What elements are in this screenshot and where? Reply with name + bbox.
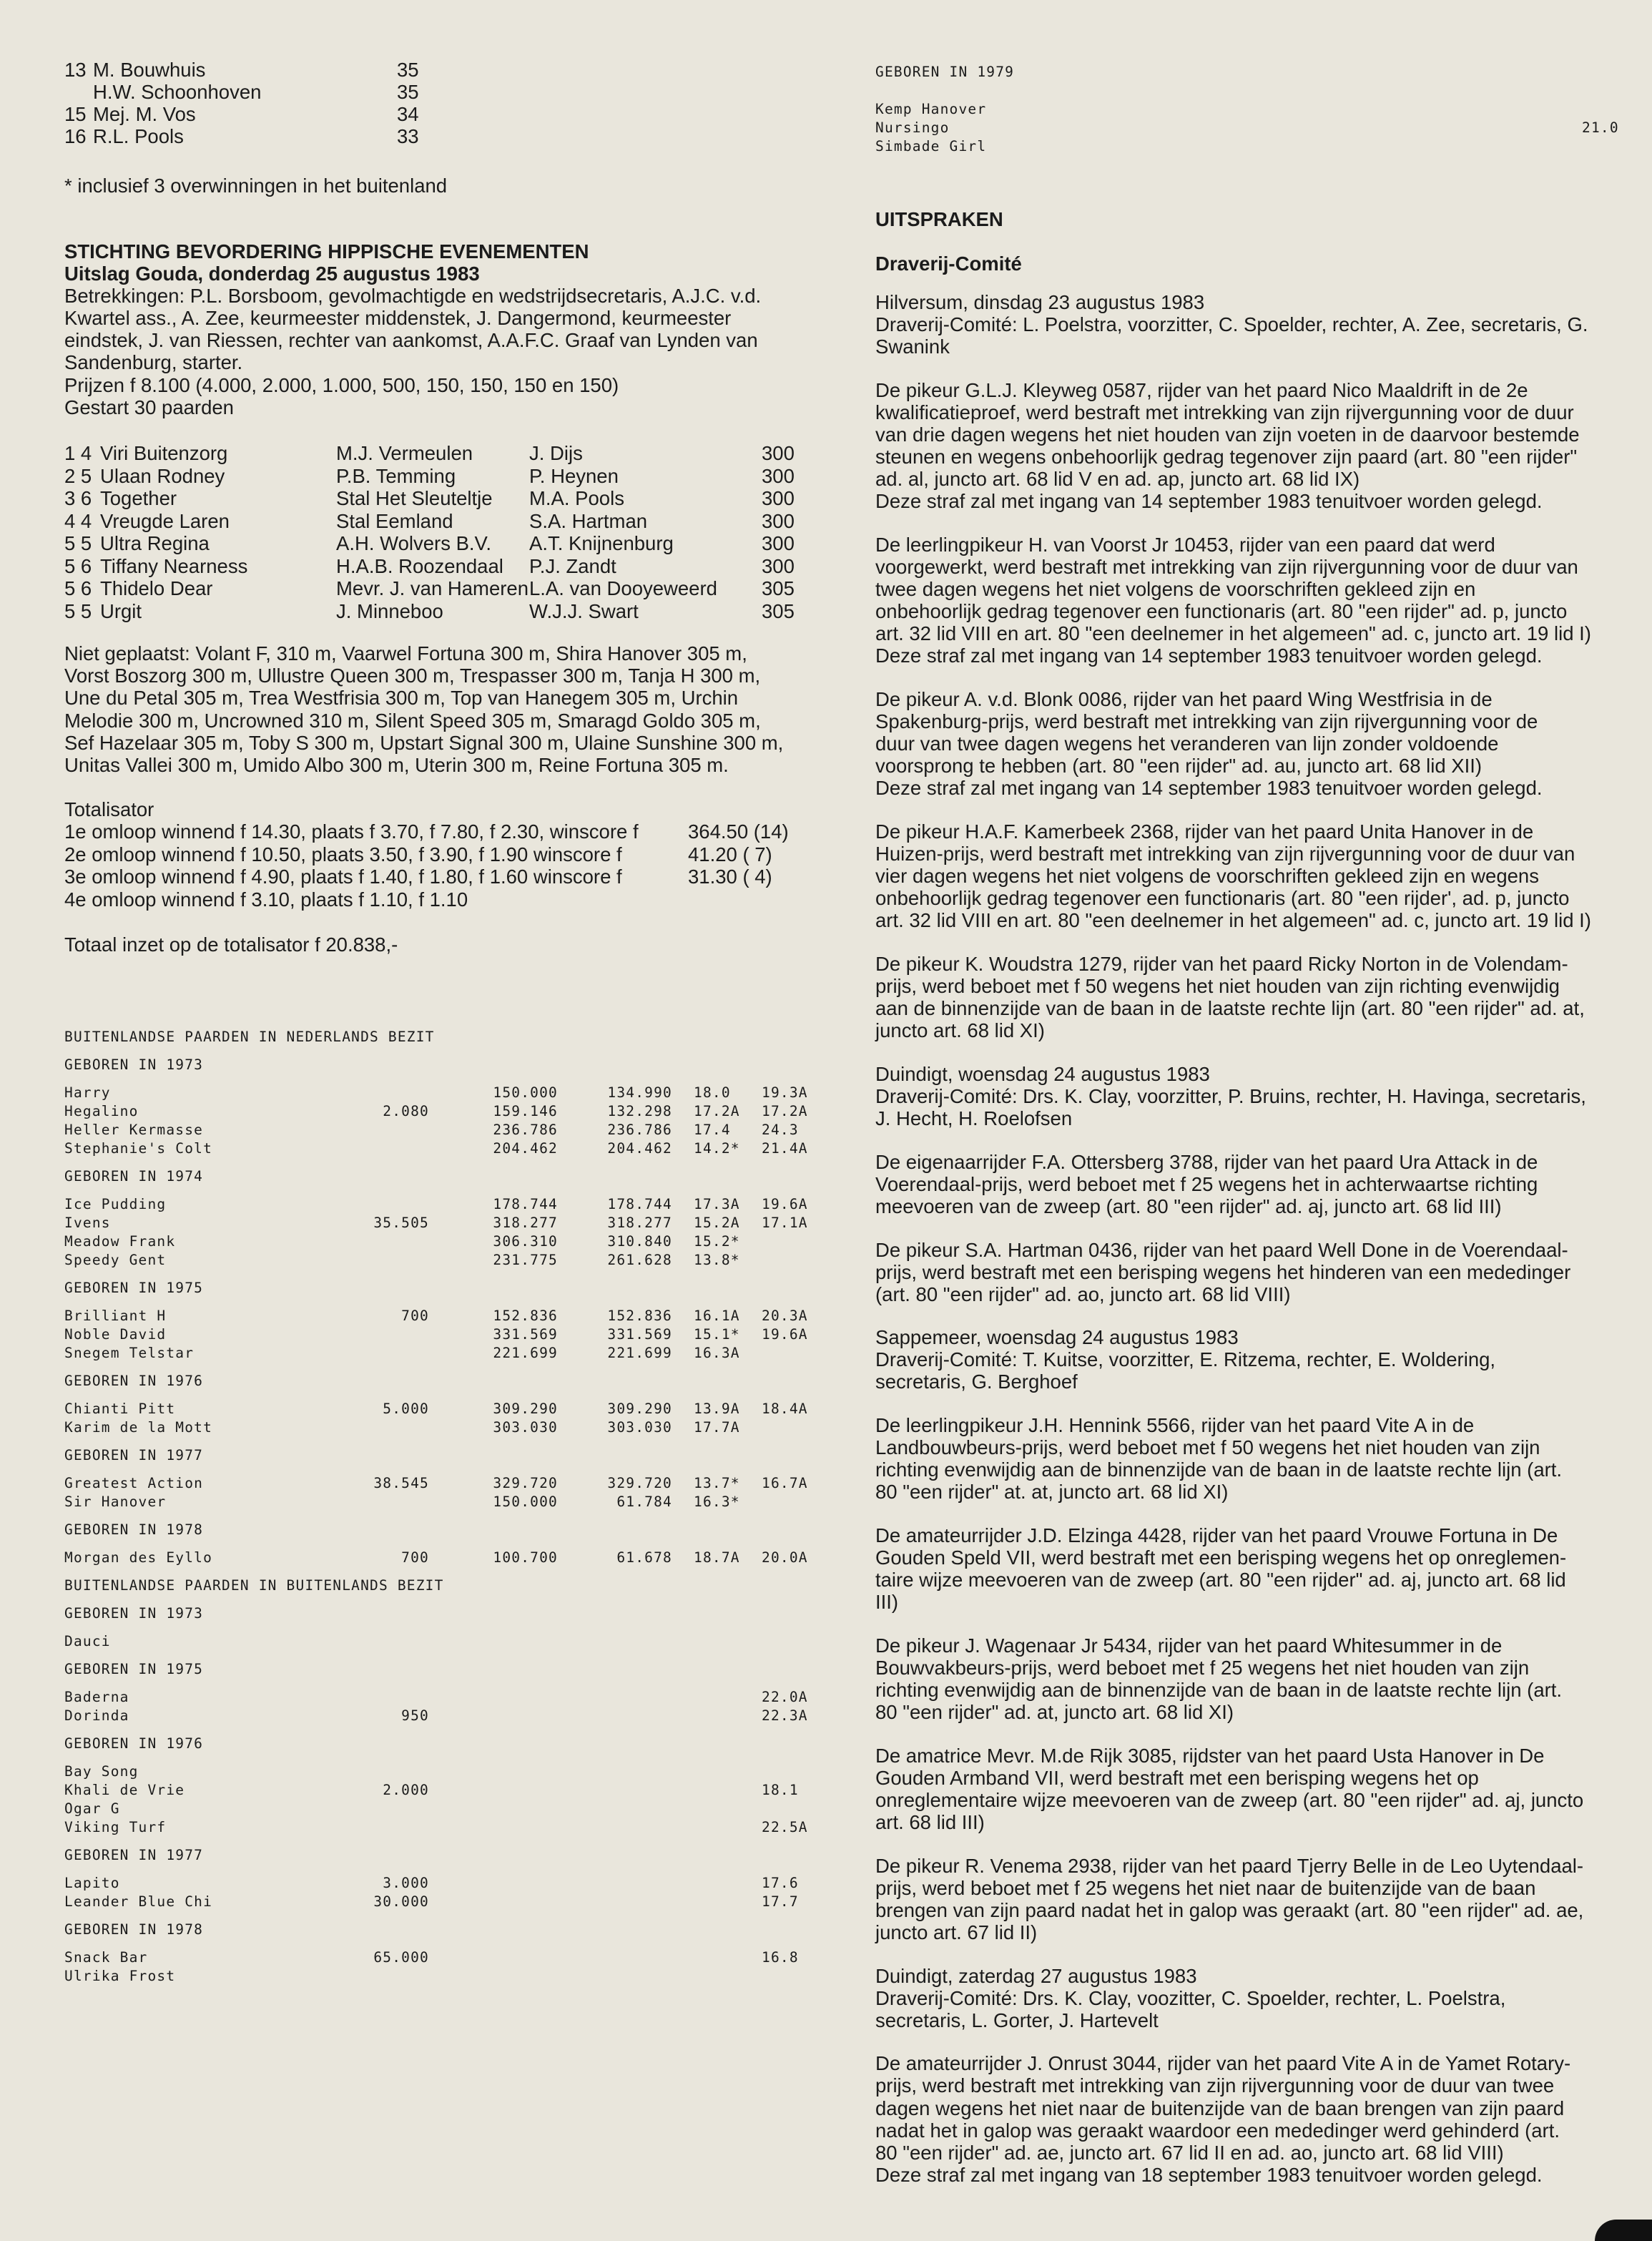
result-owner: Stal Het Sleuteltje — [336, 487, 493, 509]
result-horse: Together — [100, 487, 177, 509]
horse-name: Hegalino — [64, 1103, 139, 1119]
result-driver: P. Heynen — [529, 464, 619, 487]
horse-name: Dauci — [64, 1633, 111, 1649]
text-line: Melodie 300 m, Uncrowned 310 m, Silent Speed 305 m, Smaragd Goldo 305 m, — [64, 709, 761, 732]
table-section-header: GEBOREN IN 1975 — [64, 1661, 204, 1677]
horse-stat: 204.462 — [607, 1140, 672, 1157]
result-horse: Urgit — [100, 599, 142, 622]
uitspraken-title: UITSPRAKEN — [875, 208, 1003, 230]
horse-stat: 21.4A — [762, 1140, 808, 1157]
ranking-name: R.L. Pools — [93, 125, 184, 147]
text-line: Niet geplaatst: Volant F, 310 m, Vaarwel Fortuna 300 m, Shira Hanover 305 m, — [64, 642, 747, 665]
result-driver: J. Dijs — [529, 442, 583, 464]
text-line: De pikeur G.L.J. Kleyweg 0587, rijder van het paard Nico Maaldrift in de 2e — [875, 378, 1528, 401]
result-owner: P.B. Temming — [336, 464, 456, 487]
text-line: Deze straf zal met ingang van 14 september 1983 tenuitvoer worden gelegd. — [875, 777, 1543, 800]
horse-stat: 236.786 — [607, 1122, 672, 1138]
ranking-row: 16 — [64, 125, 87, 147]
text-line: juncto art. 67 lid II) — [875, 1921, 1038, 1943]
totalisator-score: 41.20 ( 7) — [688, 843, 772, 865]
horse-name: Snack Bar — [64, 1949, 148, 1966]
text-line: Kwartel ass., A. Zee, keurmeester middenstek, J. Dangermond, keurmeester — [64, 307, 732, 329]
text-line: Bouwvakbeurs-prijs, werd beboet met f 25 wegens het niet houden van zijn — [875, 1656, 1530, 1679]
horse-name: Morgan des Eyllo — [64, 1549, 213, 1566]
horse-stat: 17.1A — [762, 1215, 808, 1231]
results-table — [64, 442, 837, 625]
result-owner: M.J. Vermeulen — [336, 442, 473, 464]
horse-stat: 221.699 — [607, 1345, 672, 1361]
text-line: kwalificatieproef, werd bestraft met intrekking van zijn rijvergunning voor de duur — [875, 401, 1574, 423]
horse-name: Leander Blue Chi — [64, 1893, 213, 1910]
totalisator-score: 364.50 (14) — [688, 820, 789, 843]
horse-stat: 15.1* — [694, 1326, 740, 1343]
horse-name: Lapito — [64, 1875, 120, 1891]
text-line: juncto art. 68 lid XI) — [875, 1019, 1045, 1042]
horse-stat: 18.7A — [694, 1549, 740, 1566]
ranking-score: 35 — [397, 59, 419, 81]
right-top-table — [875, 63, 1626, 156]
text-line: Sappemeer, woensdag 24 augustus 1983 — [875, 1326, 1239, 1349]
result-distance: 300 — [762, 464, 795, 487]
text-line: Sef Hazelaar 305 m, Toby S 300 m, Upstart Signal 300 m, Ulaine Sunshine 300 m, — [64, 731, 784, 754]
text-line: (art. 80 "een rijder" ad. ao, juncto art. 68 lid VIII) — [875, 1283, 1291, 1305]
text-line: Draverij-Comité: L. Poelstra, voorzitter, C. Spoelder, rechter, A. Zee, secretaris, G. — [875, 313, 1588, 336]
horse-stat: 152.836 — [493, 1308, 558, 1324]
table-section-header: GEBOREN IN 1973 — [64, 1605, 204, 1622]
horse-stat: 17.2A — [762, 1103, 808, 1119]
result-position: 2 5 — [64, 464, 92, 487]
horse-stat: 152.836 — [607, 1308, 672, 1324]
text-line: meevoeren van de zweep (art. 80 "een rijder" ad. aj, juncto art. 68 lid III) — [875, 1195, 1502, 1217]
text-line: art. 32 lid VIII en art. 80 "een deelnemer in het algemeen" ad. c, juncto art. 19 lid I) — [875, 909, 1591, 932]
text-line: voorgewerkt, werd bestraft met intrekking van zijn rijvergunning voor de duur van — [875, 555, 1578, 578]
horse-name: Bay Song — [64, 1763, 139, 1780]
horse-stat: 3.000 — [383, 1875, 429, 1891]
horse-stat: 303.030 — [493, 1419, 558, 1436]
horse-name: Snegem Telstar — [64, 1345, 195, 1361]
text-line: De eigenaarrijder F.A. Ottersberg 3788, rijder van het paard Ura Attack in de — [875, 1150, 1538, 1173]
ranking-row: 15 — [64, 103, 87, 125]
text-line: Deze straf zal met ingang van 18 september 1983 tenuitvoer worden gelegd. — [875, 2163, 1543, 2186]
horse-stat: 16.1A — [694, 1308, 740, 1324]
text-line: secretaris, L. Gorter, J. Hartevelt — [875, 2009, 1159, 2031]
text-line: Draverij-Comité: T. Kuitse, voorzitter, E. Ritzema, rechter, E. Woldering, — [875, 1348, 1496, 1371]
text-line: Voerendaal-prijs, werd beboet met f 25 wegens het in achterwaartse richting — [875, 1172, 1538, 1195]
horse-stat: 17.7A — [694, 1419, 740, 1436]
horse-stat: 236.786 — [493, 1122, 558, 1138]
text-line: De leerlingpikeur H. van Voorst Jr 10453, rijder van een paard dat werd — [875, 533, 1495, 556]
horse-stat: 18.4A — [762, 1401, 808, 1417]
horse-stat: 16.8 — [762, 1949, 799, 1966]
horse-stat: 17.4 — [694, 1122, 731, 1138]
horse-stat: 134.990 — [607, 1084, 672, 1101]
rankings-note: * inclusief 3 overwinningen in het buitenland — [64, 175, 448, 197]
horse-stat: 15.2* — [694, 1233, 740, 1250]
result-horse: Tiffany Nearness — [100, 554, 248, 577]
ranking-name: M. Bouwhuis — [93, 59, 206, 81]
horse-stat: 100.700 — [493, 1549, 558, 1566]
text-line: Vorst Boszorg 300 m, Ullustre Queen 300 m, Trespasser 300 m, Tanja H 300 m, — [64, 665, 761, 687]
horse-name: Stephanie's Colt — [64, 1140, 213, 1157]
horse-stat: 150.000 — [493, 1084, 558, 1101]
uitspraken-subtitle: Draverij-Comité — [875, 252, 1022, 275]
text-line: De pikeur A. v.d. Blonk 0086, rijder van het paard Wing Westfrisia in de — [875, 688, 1493, 710]
horse-stat: 17.6 — [762, 1875, 799, 1891]
horse-stat: 17.3A — [694, 1196, 740, 1212]
horse-name: Ulrika Frost — [64, 1968, 176, 1984]
text-line: Huizen-prijs, werd bestraft met intrekking van zijn rijvergunning voor de duur van — [875, 843, 1575, 865]
page-corner-mark — [1595, 2220, 1652, 2241]
text-line: De amateurrijder J. Onrust 3044, rijder van het paard Vite A in de Yamet Rotary- — [875, 2052, 1571, 2075]
text-line: De pikeur S.A. Hartman 0436, rijder van het paard Well Done in de Voerendaal- — [875, 1238, 1568, 1261]
result-distance: 300 — [762, 487, 795, 509]
foreign-horses-table — [64, 1028, 837, 2201]
text-line: 80 "een rijder" at. at, juncto art. 68 lid XI) — [875, 1481, 1229, 1504]
ranking-score: 35 — [397, 81, 419, 103]
result-position: 1 4 — [64, 442, 92, 464]
text-line: Deze straf zal met ingang van 14 september 1983 tenuitvoer worden gelegd. — [875, 490, 1543, 513]
text-line: Hilversum, dinsdag 23 augustus 1983 — [875, 291, 1205, 313]
result-position: 3 6 — [64, 487, 92, 509]
horse-stat: 178.744 — [607, 1196, 672, 1212]
horse-stat: 24.3 — [762, 1122, 799, 1138]
horse-name: Ogar G — [64, 1800, 120, 1817]
horse-name: Harry — [64, 1084, 111, 1101]
uitspraken-blocks — [875, 291, 1626, 2222]
horse-name: Dorinda — [64, 1707, 129, 1724]
text-line: De pikeur R. Venema 2938, rijder van het paard Tjerry Belle in de Leo Uytendaal- — [875, 1854, 1584, 1877]
horse-stat: 309.290 — [607, 1401, 672, 1417]
text-line: De pikeur H.A.F. Kamerbeek 2368, rijder van het paard Unita Hanover in de — [875, 820, 1534, 843]
result-horse: Vreugde Laren — [100, 509, 230, 532]
horse-stat: 231.775 — [493, 1252, 558, 1268]
result-driver: M.A. Pools — [529, 487, 624, 509]
result-position: 5 6 — [64, 577, 92, 599]
text-line: Duindigt, zaterdag 27 augustus 1983 — [875, 1964, 1197, 1987]
text-line: Duindigt, woensdag 24 augustus 1983 — [875, 1062, 1210, 1085]
result-distance: 300 — [762, 554, 795, 577]
text-line: secretaris, G. Berghoef — [875, 1370, 1078, 1393]
table-section-header: GEBOREN IN 1978 — [64, 1921, 204, 1938]
result-horse: Thidelo Dear — [100, 577, 213, 599]
ranking-name: Mej. M. Vos — [93, 103, 196, 125]
horse-name: Chianti Pitt — [64, 1401, 176, 1417]
niet-geplaatst — [64, 642, 837, 778]
section-title: STICHTING BEVORDERING HIPPISCHE EVENEMENTEN — [64, 240, 589, 263]
table-section-header: GEBOREN IN 1978 — [64, 1521, 204, 1538]
horse-stat: 700 — [401, 1549, 429, 1566]
text-line: Betrekkingen: P.L. Borsboom, gevolmachtigde en wedstrijdsecretaris, A.J.C. v.d. — [64, 285, 762, 307]
result-distance: 300 — [762, 509, 795, 532]
text-line: voorsprong te hebben (art. 80 "een rijder" ad. au, juncto art. 68 lid XII) — [875, 755, 1483, 778]
horse-stat: 329.720 — [607, 1475, 672, 1491]
text-line: richting evenwijdig aan de binnenzijde van de baan in de laatste rechte lijn (art. — [875, 1679, 1563, 1702]
section-subtitle: Uitslag Gouda, donderdag 25 augustus 1983 — [64, 263, 480, 285]
result-owner: Stal Eemland — [336, 509, 453, 532]
text-line: Draverij-Comité: Drs. K. Clay, voozitter, C. Spoelder, rechter, L. Poelstra, — [875, 1986, 1506, 2009]
horse-name: Brilliant H — [64, 1308, 167, 1324]
horse-stat: 261.628 — [607, 1252, 672, 1268]
gestart: Gestart 30 paarden — [64, 396, 234, 418]
result-horse: Ulaan Rodney — [100, 464, 225, 487]
table-section-header: BUITENLANDSE PAARDEN IN NEDERLANDS BEZIT — [64, 1029, 435, 1045]
horse-stat: 13.9A — [694, 1401, 740, 1417]
horse-stat: 331.569 — [607, 1326, 672, 1343]
text-line: eindstek, J. van Riessen, rechter van aankomst, A.A.F.C. Graaf van Lynden van — [64, 329, 758, 351]
horse-stat: 13.7* — [694, 1475, 740, 1491]
horse-name: Nursingo — [875, 119, 950, 136]
result-distance: 305 — [762, 577, 795, 599]
result-horse: Ultra Regina — [100, 532, 210, 554]
text-line: nadat het in galop was geraakt waardoor een mededinger werd gehinderd (art. — [875, 2119, 1560, 2142]
horse-stat: 65.000 — [373, 1949, 429, 1966]
horse-stat: 309.290 — [493, 1401, 558, 1417]
text-line: 80 "een rijder" ad. at, juncto art. 68 lid XI) — [875, 1701, 1234, 1724]
totaal-inzet: Totaal inzet op de totalisator f 20.838,- — [64, 933, 398, 956]
horse-name: Greatest Action — [64, 1475, 204, 1491]
result-distance: 300 — [762, 532, 795, 554]
ranking-score: 33 — [397, 125, 419, 147]
text-line: steunen en wegens onbehoorlijk gedrag tegenover zijn paard (art. 80 "een rijder" — [875, 446, 1578, 469]
horse-value: 21.0 — [1582, 119, 1619, 136]
totalisator — [64, 820, 837, 913]
horse-stat: 22.5A — [762, 1819, 808, 1835]
result-owner: Mevr. J. van Hameren — [336, 577, 528, 599]
horse-stat: 35.505 — [373, 1215, 429, 1231]
result-distance: 300 — [762, 442, 795, 464]
text-line: Draverij-Comité: Drs. K. Clay, voorzitter, P. Bruins, rechter, H. Havinga, secretaris, — [875, 1084, 1586, 1107]
horse-name: Heller Kermasse — [64, 1122, 204, 1138]
result-driver: L.A. van Dooyeweerd — [529, 577, 717, 599]
result-driver: P.J. Zandt — [529, 554, 616, 577]
text-line: brengen van zijn paard nadat het in galop was geraakt (art. 80 "een rijder" ad. ae, — [875, 1898, 1584, 1921]
horse-stat: 303.030 — [607, 1419, 672, 1436]
horse-stat: 20.0A — [762, 1549, 808, 1566]
horse-name: Khali de Vrie — [64, 1782, 185, 1798]
horse-stat: 30.000 — [373, 1893, 429, 1910]
horse-stat: 331.569 — [493, 1326, 558, 1343]
result-position: 5 5 — [64, 599, 92, 622]
prijzen: Prijzen f 8.100 (4.000, 2.000, 1.000, 500, 150, 150, 150 en 150) — [64, 374, 619, 396]
table-section-header: GEBOREN IN 1977 — [64, 1847, 204, 1863]
horse-stat: 18.1 — [762, 1782, 799, 1798]
text-line: Gouden Speld VII, werd bestraft met een berisping wegens het op onreglemen- — [875, 1546, 1567, 1569]
horse-stat: 19.6A — [762, 1196, 808, 1212]
horse-stat: 178.744 — [493, 1196, 558, 1212]
horse-name: Meadow Frank — [64, 1233, 176, 1250]
horse-stat: 19.6A — [762, 1326, 808, 1343]
text-line: De pikeur K. Woudstra 1279, rijder van het paard Ricky Norton in de Volendam- — [875, 953, 1568, 975]
result-position: 4 4 — [64, 509, 92, 532]
text-line: Gouden Armband VII, werd bestraft met een berisping wegens het op — [875, 1766, 1479, 1789]
table-section-header: GEBOREN IN 1977 — [64, 1447, 204, 1463]
horse-stat: 204.462 — [493, 1140, 558, 1157]
text-line: De amateurrijder J.D. Elzinga 4428, rijder van het paard Vrouwe Fortuna in De — [875, 1524, 1558, 1546]
table-section-header: BUITENLANDSE PAARDEN IN BUITENLANDS BEZIT — [64, 1577, 444, 1594]
horse-stat: 14.2* — [694, 1140, 740, 1157]
text-line: De leerlingpikeur J.H. Hennink 5566, rijder van het paard Vite A in de — [875, 1414, 1475, 1437]
result-position: 5 6 — [64, 554, 92, 577]
horse-stat: 310.840 — [607, 1233, 672, 1250]
table-section-header: GEBOREN IN 1975 — [64, 1280, 204, 1296]
text-line: onreglementaire wijze meevoeren van de zweep (art. 80 "een rijder" ad. aj, juncto — [875, 1788, 1584, 1811]
totalisator-line: 4e omloop winnend f 3.10, plaats f 1.10, f 1.10 — [64, 888, 468, 911]
horse-stat: 19.3A — [762, 1084, 808, 1101]
text-line: Deze straf zal met ingang van 14 september 1983 tenuitvoer worden gelegd. — [875, 644, 1543, 667]
text-line: 80 "een rijder" ad. ae, juncto art. 67 lid II en ad. ao, juncto art. 68 lid VIII) — [875, 2141, 1504, 2164]
horse-stat: 16.3A — [694, 1345, 740, 1361]
result-owner: A.H. Wolvers B.V. — [336, 532, 492, 554]
horse-stat: 5.000 — [383, 1401, 429, 1417]
text-line: J. Hecht, H. Roelofsen — [875, 1107, 1073, 1130]
horse-stat: 61.784 — [616, 1494, 672, 1510]
totalisator-line: 3e omloop winnend f 4.90, plaats f 1.40, f 1.80, f 1.60 winscore f — [64, 865, 622, 888]
text-line: III) — [875, 1591, 899, 1614]
text-line: prijs, werd beboet met f 50 wegens het niet houden van zijn richting evenwijdig — [875, 975, 1560, 998]
horse-stat: 329.720 — [493, 1475, 558, 1491]
text-line: van drie dagen wegens het niet houden van zijn voeten in de daarvoor bestemde — [875, 423, 1580, 446]
text-line: onbehoorlijk gedrag tegenover een functionaris (art. 80 "een rijder" ad. p, juncto — [875, 600, 1568, 623]
text-line: Sandenburg, starter. — [64, 351, 243, 373]
result-horse: Viri Buitenzorg — [100, 442, 228, 464]
horse-stat: 950 — [401, 1707, 429, 1724]
text-line: duur van twee dagen wegens het veranderen van lijn zonder voldoende — [875, 732, 1499, 755]
text-line: Spakenburg-prijs, werd bestraft met intrekking van zijn rijvergunning voor de — [875, 710, 1538, 733]
horse-stat: 318.277 — [607, 1215, 672, 1231]
horse-stat: 2.000 — [383, 1782, 429, 1798]
horse-stat: 38.545 — [373, 1475, 429, 1491]
result-position: 5 5 — [64, 532, 92, 554]
text-line: Landbouwbeurs-prijs, werd beboet met f 50 wegens het niet houden van zijn — [875, 1436, 1540, 1459]
horse-name: Viking Turf — [64, 1819, 167, 1835]
totalisator-line: 1e omloop winnend f 14.30, plaats f 3.70, f 7.80, f 2.30, winscore f — [64, 820, 639, 843]
horse-stat: 318.277 — [493, 1215, 558, 1231]
horse-stat: 16.3* — [694, 1494, 740, 1510]
table-section-header: GEBOREN IN 1974 — [64, 1168, 204, 1185]
text-line: prijs, werd bestraft met een berisping wegens het hinderen van een mededinger — [875, 1260, 1571, 1283]
text-line: Une du Petal 305 m, Trea Westfrisia 300 m, Top van Hanegem 305 m, Urchin — [64, 687, 739, 710]
text-line: dagen wegens het niet naar de buitenzijde van de baan brengen van zijn paard — [875, 2097, 1565, 2119]
text-line: onbehoorlijk gedrag tegenover een functionaris (art. 80 "een rijder', ad. p, juncto — [875, 887, 1570, 910]
horse-name: Ice Pudding — [64, 1196, 167, 1212]
horse-name: Sir Hanover — [64, 1494, 167, 1510]
text-line: aan de binnenzijde van de baan in de laatste rechte lijn (art. 80 "een rijder" ad. at, — [875, 997, 1585, 1020]
horse-stat: 2.080 — [383, 1103, 429, 1119]
text-line: De pikeur J. Wagenaar Jr 5434, rijder van het paard Whitesummer in de — [875, 1634, 1503, 1657]
horse-stat: 17.7 — [762, 1893, 799, 1910]
text-line: De amatrice Mevr. M.de Rijk 3085, rijdster van het paard Usta Hanover in De — [875, 1744, 1545, 1767]
horse-name: Speedy Gent — [64, 1252, 167, 1268]
ranking-score: 34 — [397, 103, 419, 125]
table-section-header: GEBOREN IN 1976 — [64, 1373, 204, 1389]
horse-stat: 17.2A — [694, 1103, 740, 1119]
horse-stat: 61.678 — [616, 1549, 672, 1566]
horse-stat: 16.7A — [762, 1475, 808, 1491]
table-section-header: GEBOREN IN 1976 — [64, 1735, 204, 1752]
birth-year-header: GEBOREN IN 1979 — [875, 64, 1015, 80]
horse-stat: 150.000 — [493, 1494, 558, 1510]
horse-name: Noble David — [64, 1326, 167, 1343]
result-owner: H.A.B. Roozendaal — [336, 554, 503, 577]
horse-name: Baderna — [64, 1689, 129, 1705]
text-line: art. 68 lid III) — [875, 1811, 985, 1834]
result-driver: A.T. Knijnenburg — [529, 532, 674, 554]
horse-stat: 700 — [401, 1308, 429, 1324]
result-driver: S.A. Hartman — [529, 509, 648, 532]
horse-stat: 221.699 — [493, 1345, 558, 1361]
horse-stat: 18.0 — [694, 1084, 731, 1101]
text-line: prijs, werd bestraft met intrekking van zijn rijvergunning voor de duur van twee — [875, 2074, 1555, 2097]
result-owner: J. Minneboo — [336, 599, 443, 622]
totalisator-label: Totalisator — [64, 798, 154, 820]
table-section-header: GEBOREN IN 1973 — [64, 1056, 204, 1073]
text-line: vier dagen wegens het niet volgens de voorschriften gekleed zijn en wegens — [875, 865, 1539, 888]
ranking-row: 13 — [64, 59, 87, 81]
text-line: taire wijze meevoeren van de zweep (art. 80 "een rijder" ad. aj, juncto art. 68 lid — [875, 1569, 1566, 1592]
horse-stat: 15.2A — [694, 1215, 740, 1231]
horse-stat: 306.310 — [493, 1233, 558, 1250]
horse-stat: 20.3A — [762, 1308, 808, 1324]
horse-name: Ivens — [64, 1215, 111, 1231]
text-line: Swanink — [875, 335, 950, 358]
text-line: ad. al, juncto art. 68 lid V en ad. ap, juncto art. 68 lid IX) — [875, 468, 1360, 491]
text-line: richting evenwijdig aan de binnenzijde van de baan in de laatste rechte lijn (art. — [875, 1458, 1563, 1481]
result-driver: W.J.J. Swart — [529, 599, 639, 622]
ranking-name: H.W. Schoonhoven — [93, 81, 262, 103]
horse-name: Karim de la Mott — [64, 1419, 213, 1436]
text-line: prijs, werd beboet met f 25 wegens het niet naar de buitenzijde van de baan — [875, 1876, 1536, 1899]
totalisator-line: 2e omloop winnend f 10.50, plaats 3.50, f 3.90, f 1.90 winscore f — [64, 843, 622, 865]
horse-stat: 159.146 — [493, 1103, 558, 1119]
horse-stat: 13.8* — [694, 1252, 740, 1268]
text-line: art. 32 lid VIII en art. 80 "een deelnemer in het algemeen" ad. c, juncto art. 19 lid I) — [875, 622, 1591, 645]
result-distance: 305 — [762, 599, 795, 622]
horse-name: Simbade Girl — [875, 138, 987, 155]
horse-name: Kemp Hanover — [875, 101, 987, 117]
horse-stat: 132.298 — [607, 1103, 672, 1119]
horse-stat: 22.3A — [762, 1707, 808, 1724]
totalisator-score: 31.30 ( 4) — [688, 865, 772, 888]
text-line: Unitas Vallei 300 m, Umido Albo 300 m, Uterin 300 m, Reine Fortuna 305 m. — [64, 754, 729, 776]
horse-stat: 22.0A — [762, 1689, 808, 1705]
text-line: twee dagen wegens het niet volgens de voorschriften gekleed zijn en — [875, 578, 1476, 601]
